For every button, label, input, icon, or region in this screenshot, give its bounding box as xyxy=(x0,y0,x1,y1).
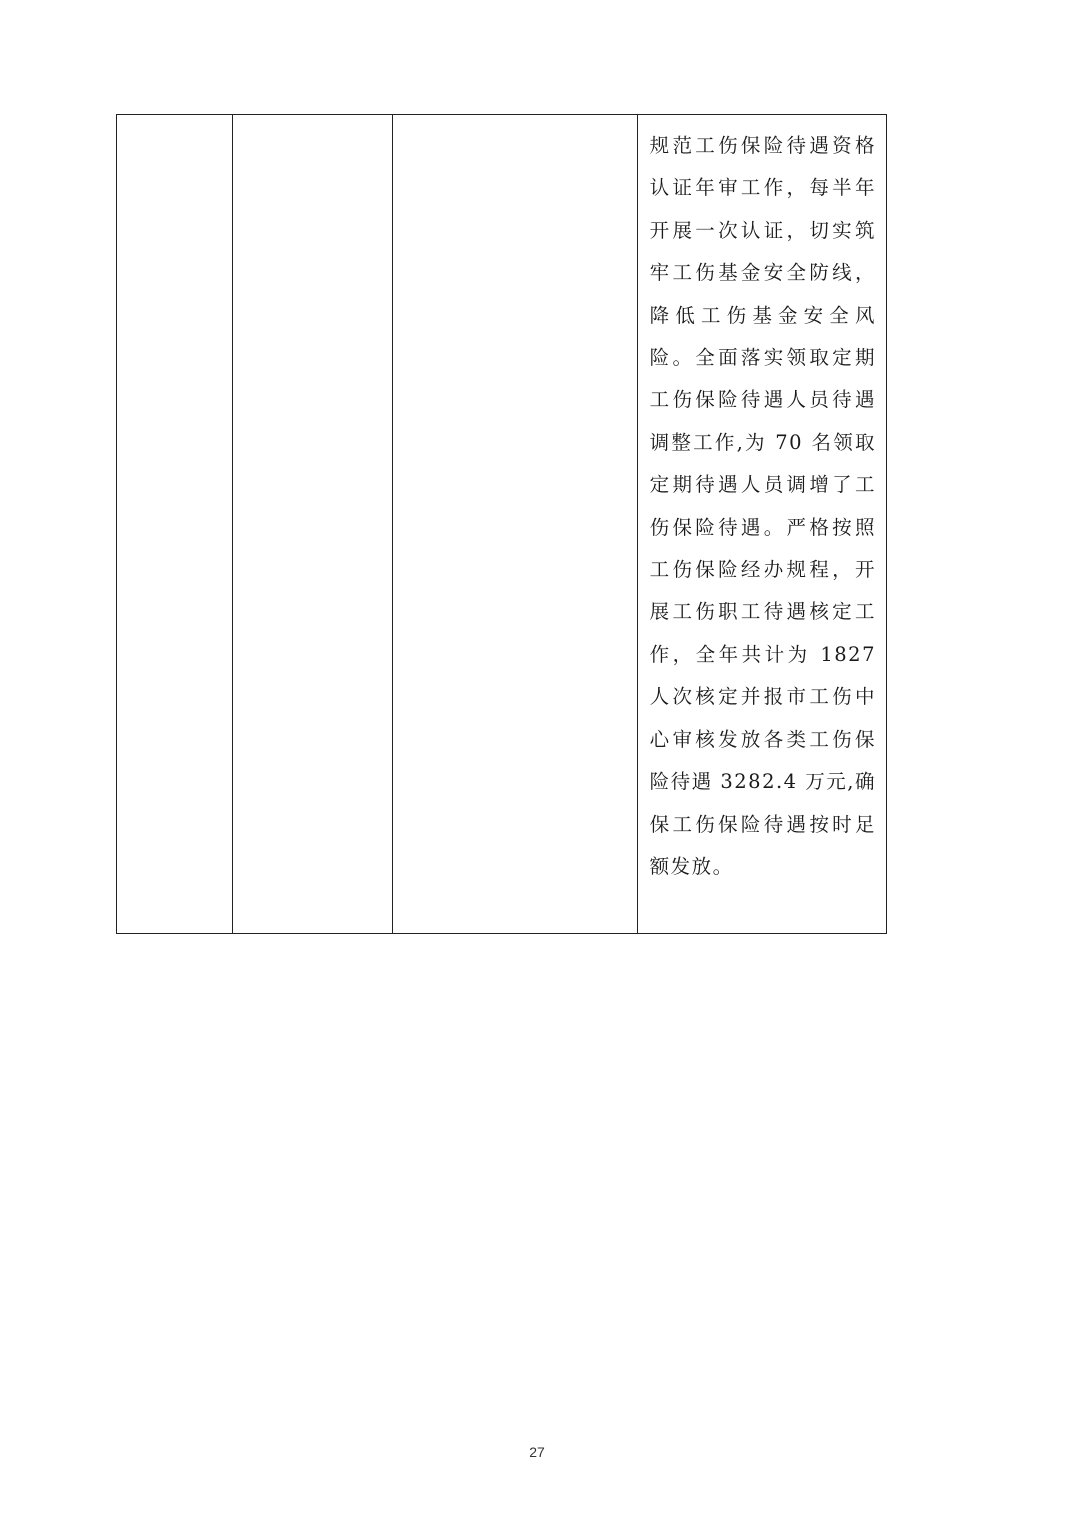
table-cell-col1 xyxy=(117,115,233,933)
text-line: 牢工伤基金安全防线， xyxy=(649,261,876,285)
page-number: 27 xyxy=(529,1444,545,1460)
text-line: 人次核定并报市工伤中 xyxy=(649,685,876,709)
text-line: 作，全年共计为 1827 xyxy=(649,642,876,666)
data-table xyxy=(116,114,887,934)
text-line: 额发放。 xyxy=(649,854,734,878)
text-line: 调整工作,为 70 名领取 xyxy=(649,430,876,454)
table-cell-col3 xyxy=(393,115,637,933)
text-line: 伤保险待遇。严格按照 xyxy=(649,515,876,539)
text-line: 规范工伤保险待遇资格 xyxy=(649,134,876,157)
text-line: 展工伤职工待遇核定工 xyxy=(649,600,876,624)
text-line: 认证年审工作，每半年 xyxy=(649,176,876,200)
table-cell-col4 xyxy=(638,115,886,933)
text-line: 险待遇 3282.4 万元,确 xyxy=(649,770,876,794)
text-line: 工伤保险经办规程，开 xyxy=(649,558,876,582)
text-line: 降低工伤基金安全风 xyxy=(649,303,876,327)
text-line: 心审核发放各类工伤保 xyxy=(649,727,876,751)
text-line: 定期待遇人员调增了工 xyxy=(649,473,876,497)
text-line: 开展一次认证，切实筑 xyxy=(649,218,876,242)
text-line: 工伤保险待遇人员待遇 xyxy=(649,388,876,412)
table-cell-col2 xyxy=(233,115,393,933)
text-line: 险。全面落实领取定期 xyxy=(649,346,876,370)
cell-paragraph xyxy=(650,125,876,888)
text-line: 保工伤保险待遇按时足 xyxy=(649,812,876,836)
